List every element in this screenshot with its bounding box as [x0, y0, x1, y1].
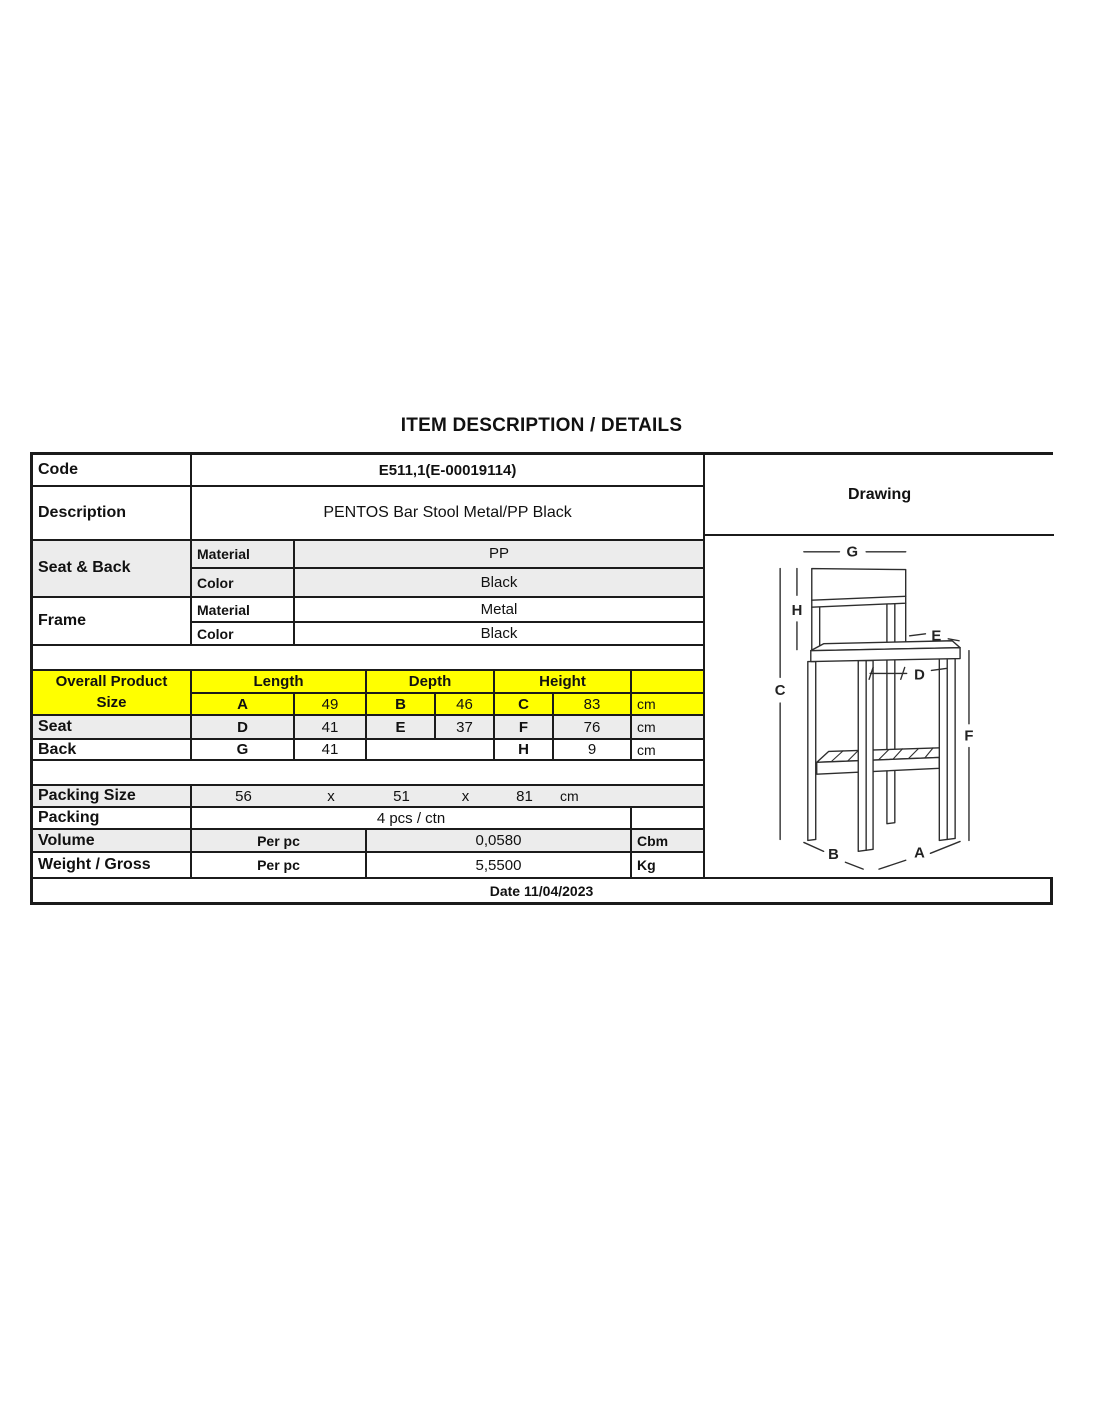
weight-gross-value: 5,5500 [366, 852, 631, 877]
item-details-table [30, 452, 1053, 905]
packing-label: Packing [33, 807, 191, 828]
spacer-cell [33, 645, 703, 670]
seatback-label: Seat & Back [33, 540, 191, 598]
depth-header: Depth [366, 670, 494, 693]
frame-material-value: Metal [294, 597, 703, 622]
frame-material-label: Material [191, 597, 294, 622]
seat-row-label: Seat [33, 715, 191, 739]
volume-value: 0,0580 [366, 829, 631, 853]
row-spacer-1 [33, 645, 703, 670]
back-row-label: Back [33, 739, 191, 760]
back-length-key: G [191, 739, 294, 760]
seatback-color-label: Color [191, 568, 294, 597]
seatback-material-label: Material [191, 540, 294, 569]
row-code [33, 455, 703, 486]
drawing-header: Drawing [705, 455, 1054, 536]
seat-depth-value: 37 [435, 715, 494, 739]
seat-height-key: F [494, 715, 553, 739]
back-length-value: 41 [294, 739, 366, 760]
packing-size-values [191, 785, 703, 807]
overall-product-line1: Overall Product [55, 673, 168, 691]
spec-table-left [33, 455, 703, 877]
dim-label-g: G [846, 544, 859, 561]
seat-length-key: D [191, 715, 294, 739]
overall-product-size-label [33, 670, 191, 715]
date-row: Date 11/04/2023 [33, 877, 1050, 902]
description-value: PENTOS Bar Stool Metal/PP Black [191, 486, 703, 539]
seatback-color-value: Black [294, 568, 703, 597]
dim-label-c: C [774, 683, 786, 700]
overall-length-key: A [191, 693, 294, 715]
packing-size-label: Packing Size [33, 785, 191, 807]
packing-size-v3: 81 [516, 787, 533, 805]
packing-size-unit: cm [560, 788, 579, 805]
drawing-area [705, 536, 1054, 877]
dim-header-empty [631, 670, 703, 693]
back-height-key: H [494, 739, 553, 760]
volume-label: Volume [33, 829, 191, 853]
dim-label-a: A [914, 845, 925, 862]
dim-label-d: D [914, 667, 925, 684]
overall-length-value: 49 [294, 693, 366, 715]
drawing-panel [703, 455, 1054, 877]
volume-basis: Per pc [191, 829, 366, 853]
back-unit: cm [631, 739, 703, 760]
overall-depth-key: B [366, 693, 435, 715]
back-depth-empty [366, 739, 494, 760]
seat-height-value: 76 [553, 715, 631, 739]
spacer-cell [33, 760, 703, 785]
row-volume [33, 829, 703, 853]
packing-value: 4 pcs / ctn [191, 807, 631, 828]
stool-drawing [705, 536, 1054, 877]
weight-gross-label: Weight / Gross [33, 852, 191, 877]
row-description [33, 486, 703, 539]
row-seatback-material [33, 540, 703, 569]
dim-label-f: F [964, 728, 974, 745]
packing-size-sep2: x [461, 787, 470, 805]
code-label: Code [33, 455, 191, 486]
overall-height-key: C [494, 693, 553, 715]
height-header: Height [494, 670, 631, 693]
row-packing-size [33, 785, 703, 807]
weight-gross-basis: Per pc [191, 852, 366, 877]
row-dim-seat [33, 715, 703, 739]
overall-height-value: 83 [553, 693, 631, 715]
frame-color-value: Black [294, 622, 703, 646]
row-dim-back [33, 739, 703, 760]
page-title: ITEM DESCRIPTION / DETAILS [400, 415, 683, 436]
row-spacer-2 [33, 760, 703, 785]
dim-label-b: B [828, 847, 839, 864]
code-value: E511,1(E-00019114) [191, 455, 703, 486]
frame-label: Frame [33, 597, 191, 645]
row-packing [33, 807, 703, 828]
row-frame-material [33, 597, 703, 622]
length-header: Length [191, 670, 366, 693]
volume-unit: Cbm [631, 829, 703, 853]
packing-size-v2: 51 [393, 787, 410, 805]
row-dim-header-1 [33, 670, 703, 693]
overall-product-line2: Size [96, 693, 127, 711]
packing-empty [631, 807, 703, 828]
row-weight-gross [33, 852, 703, 877]
description-label: Description [33, 486, 191, 539]
packing-size-v1: 56 [235, 787, 252, 805]
overall-unit: cm [631, 693, 703, 715]
seatback-material-value: PP [294, 540, 703, 569]
dim-label-e: E [931, 628, 942, 645]
seat-unit: cm [631, 715, 703, 739]
seat-length-value: 41 [294, 715, 366, 739]
dim-label-h: H [791, 603, 803, 620]
frame-color-label: Color [191, 622, 294, 646]
seat-depth-key: E [366, 715, 435, 739]
overall-depth-value: 46 [435, 693, 494, 715]
packing-size-sep1: x [327, 787, 335, 805]
back-height-value: 9 [553, 739, 631, 760]
weight-gross-unit: Kg [637, 857, 656, 874]
